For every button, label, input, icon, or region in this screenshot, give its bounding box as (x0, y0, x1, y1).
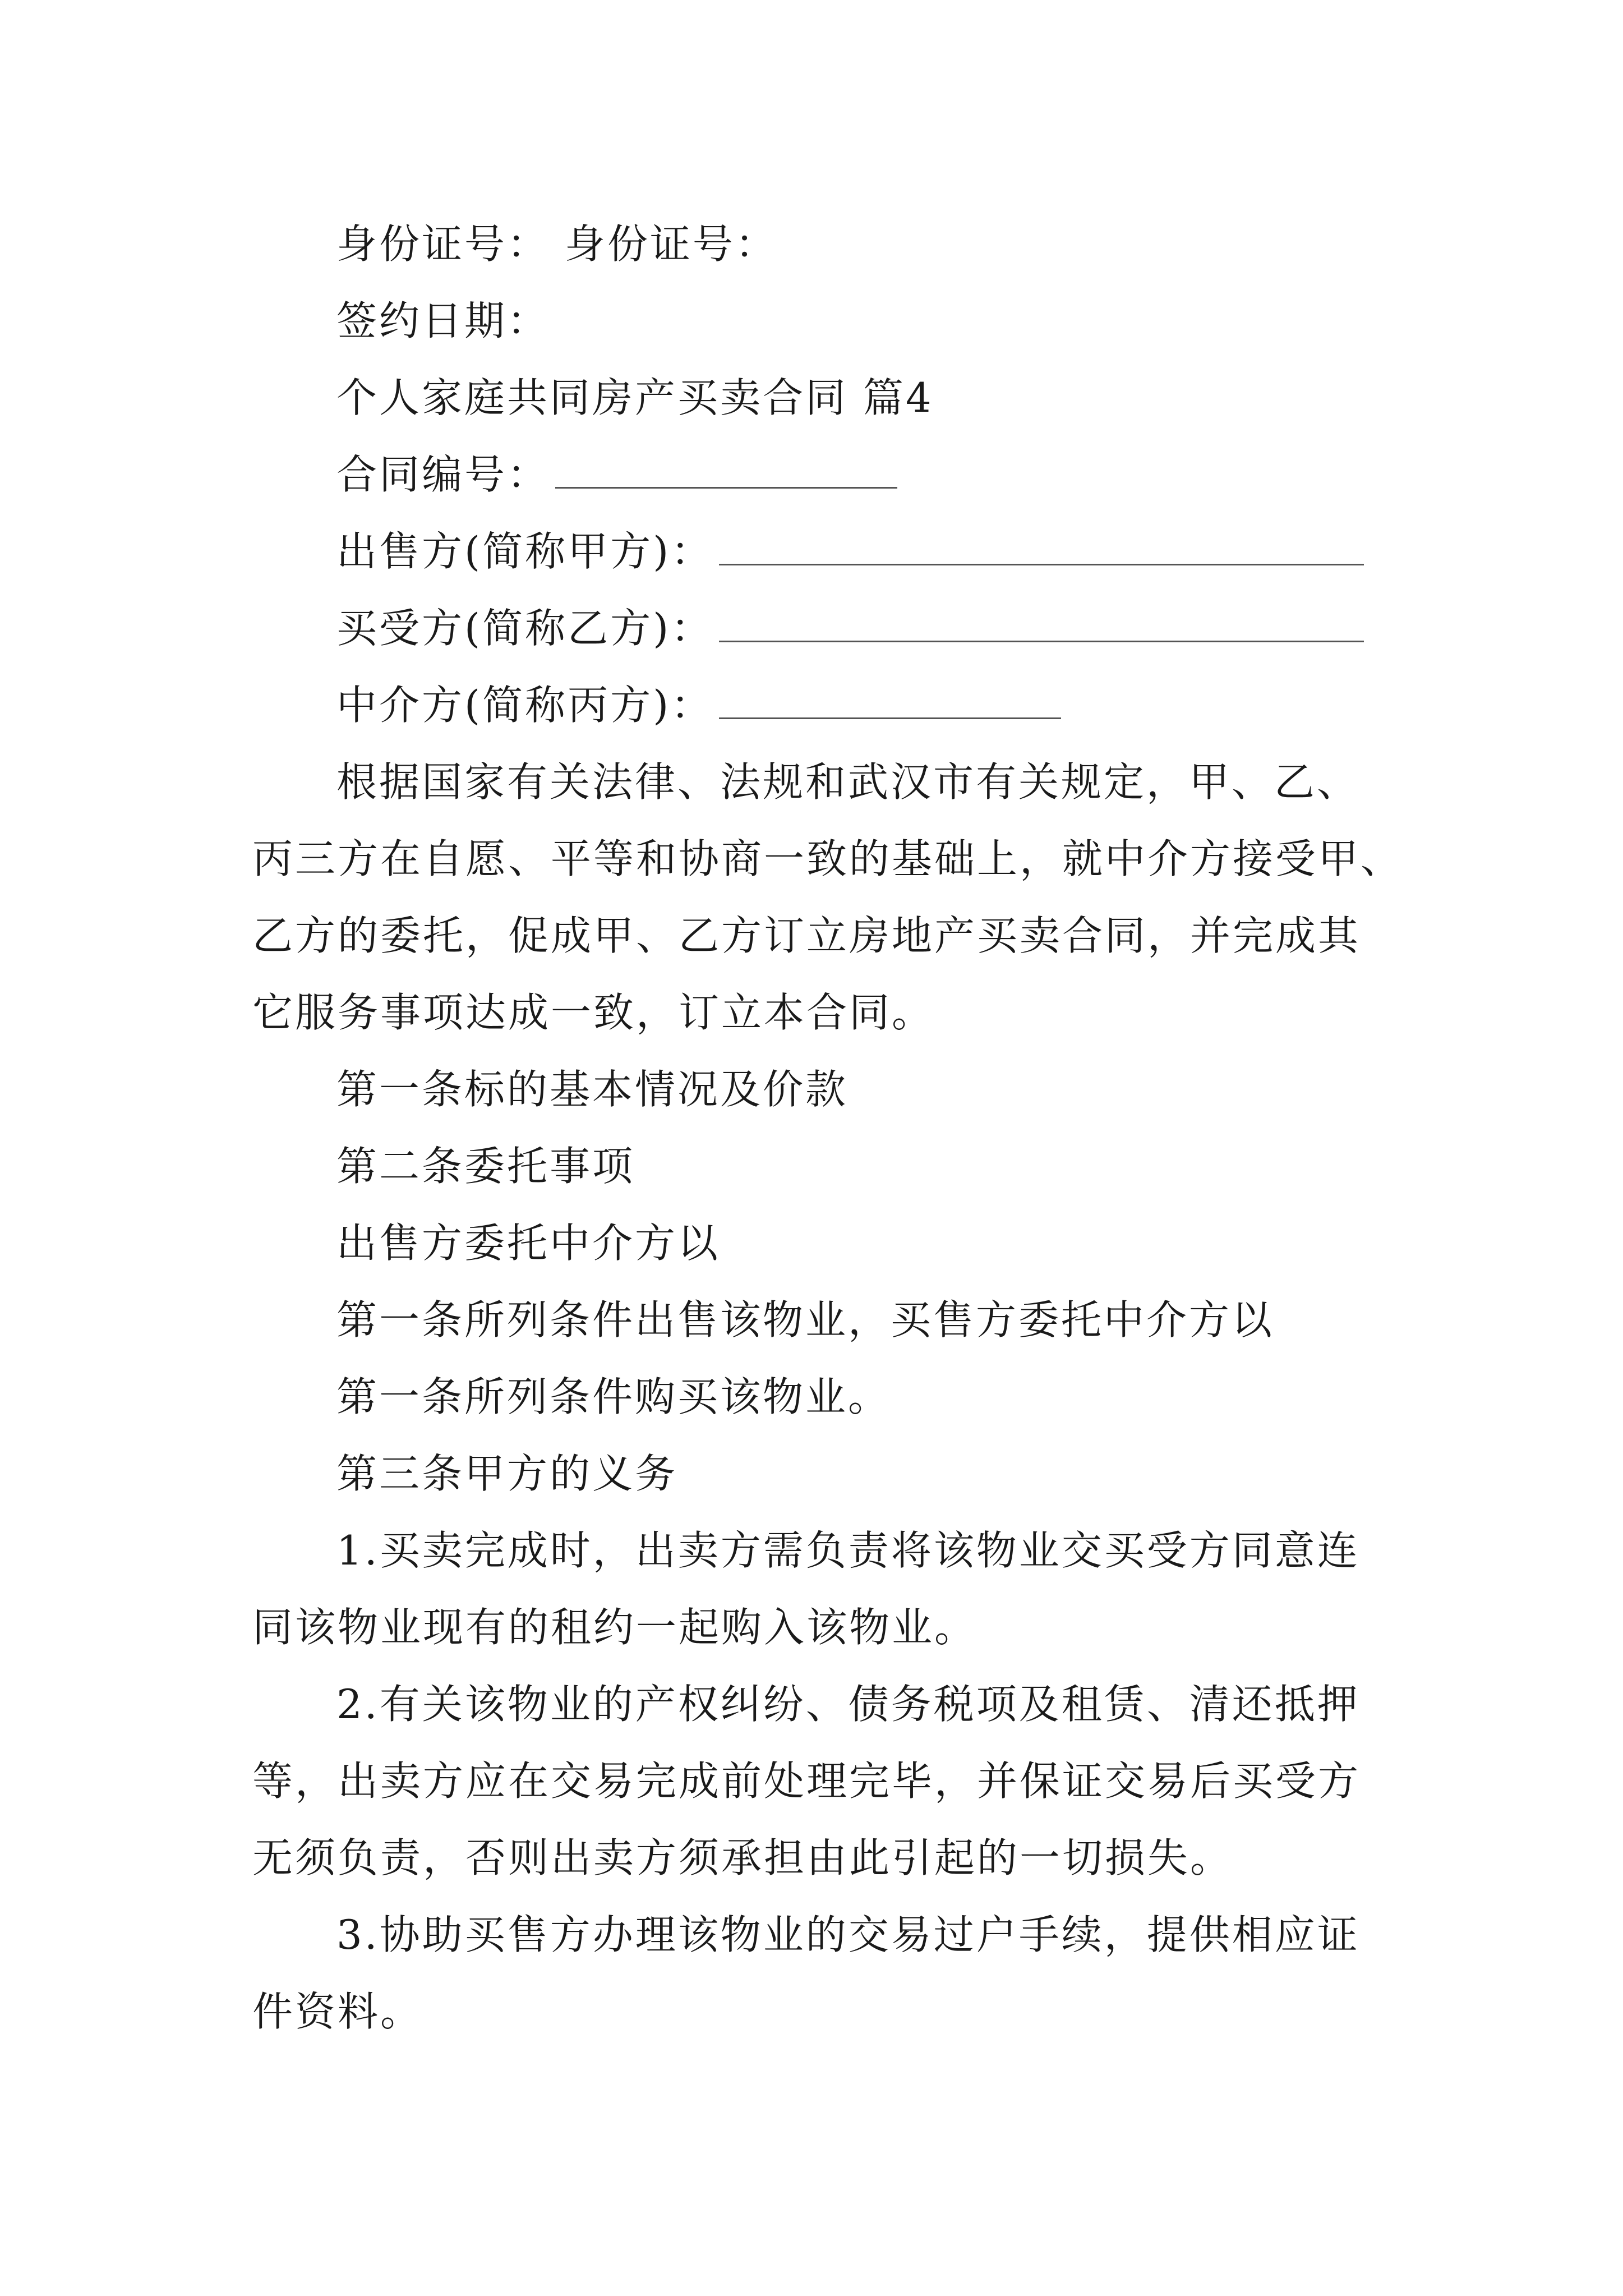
article-2-text: 第二条委托事项 (336, 1143, 635, 1190)
article-2-line-a (336, 1215, 720, 1271)
intro-text-4: 它服务事项达成一致，订立本合同。 (252, 989, 935, 1036)
id-number-line (336, 216, 778, 272)
sign-date-line (336, 293, 550, 349)
agent-label: 中介方(简称丙方)： (336, 682, 714, 729)
item-2-text-c: 无须负责，否则出卖方须承担由此引起的一切损失。 (252, 1834, 1233, 1881)
article-3-heading (336, 1446, 677, 1502)
sign-date-label: 签约日期： (336, 297, 550, 344)
intro-paragraph-line-4 (252, 984, 934, 1041)
article-1-heading (336, 1061, 848, 1117)
intro-paragraph-line-2 (252, 831, 1403, 887)
contract-number-label: 合同编号： (336, 451, 550, 498)
item-1-line-a (336, 1522, 1360, 1579)
item-2-text-b: 等，出卖方应在交易完成前处理完毕，并保证交易后买受方 (252, 1757, 1361, 1805)
buyer-label: 买受方(简称乙方)： (336, 605, 714, 652)
article-2-heading (336, 1138, 635, 1194)
item-3-text-a: 3.协助买售方办理该物业的交易过户手续，提供相应证 (336, 1911, 1360, 1958)
article-2-line-b (336, 1292, 1274, 1348)
intro-text-2: 丙三方在自愿、平等和协商一致的基础上，就中介方接受甲、 (252, 835, 1404, 882)
document-title (336, 370, 934, 426)
item-2-line-b (252, 1753, 1361, 1809)
item-2-line-c (252, 1830, 1233, 1886)
article-2-text-c: 第一条所列条件购买该物业。 (336, 1373, 891, 1420)
seller-line (336, 523, 1364, 579)
agent-line (336, 677, 1061, 733)
intro-text-1: 根据国家有关法律、法规和武汉市有关规定，甲、乙、 (336, 758, 1360, 806)
intro-text-3: 乙方的委托，促成甲、乙方订立房地产买卖合同，并完成其 (252, 912, 1361, 959)
buyer-line (336, 600, 1364, 656)
item-3-line-a (336, 1907, 1360, 1963)
item-3-line-b (252, 1984, 423, 2040)
seller-blank (719, 527, 1364, 565)
article-2-text-b: 第一条所列条件出售该物业，买售方委托中介方以 (336, 1296, 1275, 1343)
item-1-text-a: 1.买卖完成时，出卖方需负责将该物业交买受方同意连 (336, 1527, 1360, 1574)
item-1-line-b (252, 1599, 977, 1655)
seller-label: 出售方(简称甲方)： (336, 528, 714, 575)
article-2-line-c (336, 1369, 891, 1425)
item-2-line-a (336, 1676, 1360, 1732)
agent-blank (719, 680, 1061, 719)
article-3-text: 第三条甲方的义务 (336, 1450, 678, 1497)
item-1-text-b: 同该物业现有的租约一起购入该物业。 (252, 1604, 978, 1651)
intro-paragraph-line-1 (336, 754, 1359, 810)
id-number-label: 身份证号： 身份证号： (336, 220, 778, 268)
contract-number-line (336, 447, 897, 503)
article-1-text: 第一条标的基本情况及价款 (336, 1066, 849, 1113)
item-2-text-a: 2.有关该物业的产权纠纷、债务税项及租赁、清还抵押 (336, 1681, 1360, 1728)
contract-number-blank (555, 450, 897, 489)
intro-paragraph-line-3 (252, 908, 1361, 964)
article-2-text-a: 出售方委托中介方以 (336, 1220, 721, 1267)
title-text: 个人家庭共同房产买卖合同 篇4 (336, 374, 934, 421)
item-3-text-b: 件资料。 (252, 1988, 423, 2035)
buyer-blank (719, 604, 1364, 642)
